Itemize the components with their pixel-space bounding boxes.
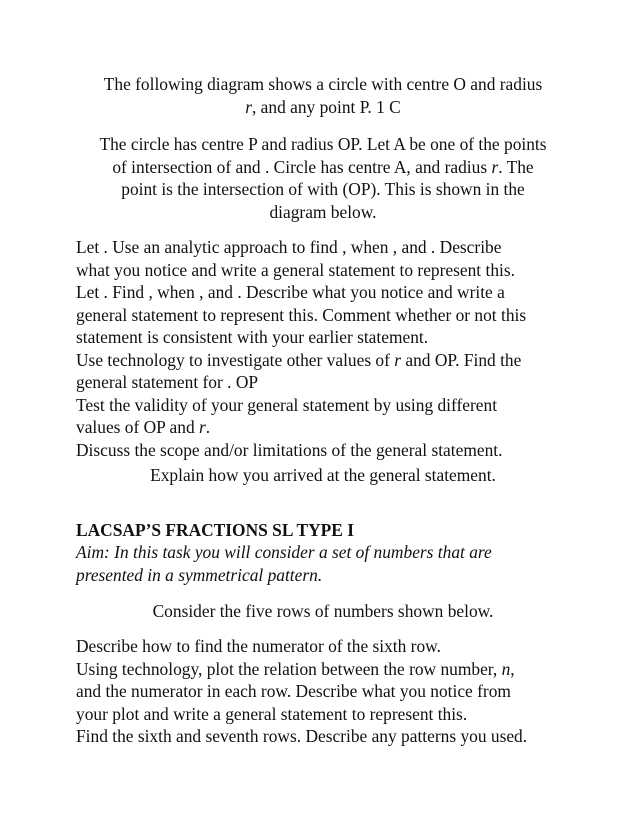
final-line-2-text-a: Using technology, plot the relation between the row number, — [76, 658, 502, 679]
consider-paragraph — [76, 600, 570, 623]
variable-r: r — [394, 349, 402, 370]
variable-n: n — [501, 658, 511, 679]
final-line-5: Find the sixth and seventh rows. Describe any patterns you used. — [76, 726, 528, 746]
circle-line-2-text-a: of intersection of and . Circle has centre A, and radius — [112, 156, 492, 177]
final-line-2 — [76, 658, 570, 681]
task-line-6 — [76, 349, 570, 372]
task-line-10: Discuss the scope and/or limitations of the general statement. — [76, 439, 503, 460]
circle-line-3: point is the intersection of with (OP). This is shown in the — [121, 179, 525, 199]
task-line-9-text-a: values of OP and — [76, 417, 199, 437]
task-line-8: Test the validity of your general statement by using different — [76, 394, 498, 415]
final-line-2-text-b: , — [510, 658, 515, 679]
final-line-1: Describe how to find the numerator of the sixth row. — [76, 636, 441, 656]
task-line-7: general statement for . OP — [76, 372, 259, 392]
task-line-1: Let . Use an analytic approach to find , when , and . Describe — [76, 237, 502, 257]
circle-line-2 — [76, 156, 570, 179]
aim-line-1: Aim: In this task you will consider a set of numbers that are — [76, 542, 492, 562]
intro-line-2 — [76, 96, 570, 119]
variable-r: r — [199, 417, 206, 437]
final-line-3: and the numerator in each row. Describe what you notice from — [76, 681, 511, 701]
lacsap-heading — [76, 519, 570, 542]
task-line-3: Let . Find , when , and . Describe what you notice and write a — [76, 282, 505, 302]
task-line-9 — [76, 416, 570, 439]
final-tasks-paragraph — [76, 635, 570, 748]
circle-line-2-text-b: . The — [498, 156, 534, 177]
aim-line-2: presented in a symmetrical pattern. — [76, 564, 323, 585]
aim-paragraph — [76, 541, 570, 586]
task-line-6-text-a: Use technology to investigate other values of — [76, 349, 395, 370]
task-line-4: general statement to represent this. Comment whether or not this — [76, 304, 527, 325]
task-line-9-text-b: . — [205, 417, 211, 437]
circle-line-4: diagram below. — [269, 201, 377, 222]
intro-line-2-text: , and any point P. 1 C — [251, 96, 401, 117]
final-line-4: your plot and write a general statement to represent this. — [76, 703, 468, 724]
tasks-paragraph — [76, 236, 570, 461]
intro-paragraph — [76, 73, 570, 118]
task-line-5: statement is consistent with your earlier statement. — [76, 327, 429, 347]
circle-description-paragraph — [76, 133, 570, 223]
circle-line-1: The circle has centre P and radius OP. Let A be one of the points — [99, 134, 547, 154]
explain-paragraph — [76, 464, 570, 487]
task-line-6-text-b: and OP. Find the — [401, 349, 522, 370]
variable-r: r — [491, 156, 499, 177]
intro-line-1: The following diagram shows a circle with centre O and radius — [103, 74, 543, 94]
lacsap-heading-text: LACSAP’S FRACTIONS SL TYPE I — [76, 520, 354, 540]
explain-line: Explain how you arrived at the general statement. — [150, 465, 496, 485]
task-line-2: what you notice and write a general statement to represent this. — [76, 259, 515, 280]
variable-r: r — [245, 96, 252, 117]
consider-line: Consider the five rows of numbers shown below. — [152, 601, 494, 621]
